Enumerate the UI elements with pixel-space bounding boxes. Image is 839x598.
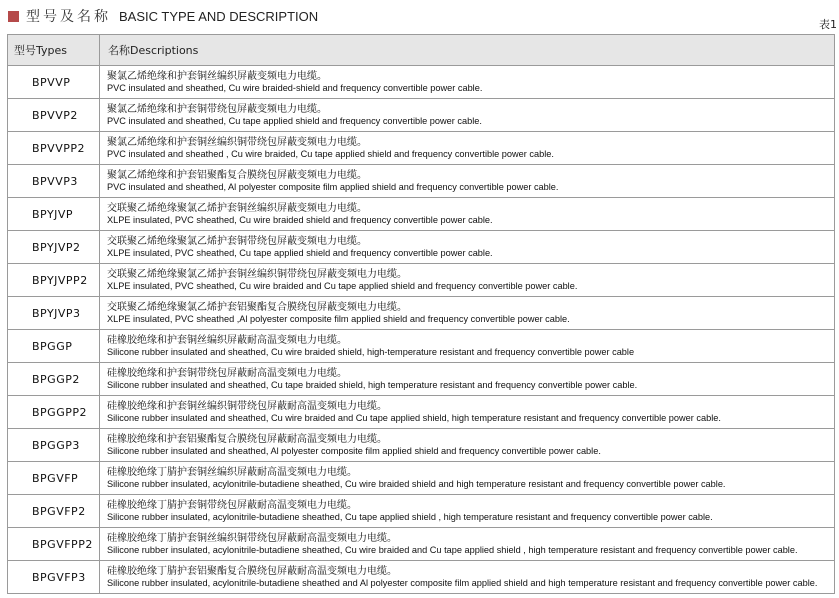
table-row [8,528,835,561]
type-code-cell: BPYJVP3 [8,297,100,330]
type-code-cell: BPVVPP2 [8,132,100,165]
table-row [8,462,835,495]
description-cell [100,462,835,495]
description-en: Silicone rubber insulated, acylonitrile-butadiene sheathed, Cu tape applied shield , high temperature resistant and frequency convertible power cable. [107,511,713,522]
description-cell [100,396,835,429]
description-cell [100,66,835,99]
table-header-row [8,35,835,66]
table-row [8,198,835,231]
description-cn: 硅橡胶绝缘和护套铝聚酯复合膜绕包屏蔽耐高温变频电力电缆。 [107,433,387,445]
description-cell [100,165,835,198]
type-code-cell: BPGGP3 [8,429,100,462]
table-row [8,132,835,165]
description-en: Silicone rubber insulated, acylonitrile-butadiene sheathed and Al polyester composite film applied shield and high temperature resistant and frequency convertible power cable. [107,577,818,588]
description-en: Silicone rubber insulated, acylonitrile-butadiene sheathed, Cu wire braided shield and high temperature resistant and frequency convertible power cable. [107,478,726,489]
description-cn: 聚氯乙烯绝缘和护套铜丝编织屏蔽变频电力电缆。 [107,70,327,82]
description-cell [100,363,835,396]
table-number-label: 表1 [819,18,837,31]
description-en: XLPE insulated, PVC sheathed ,Al polyester composite film applied shield and frequency convertible power cable. [107,313,570,324]
description-cn: 硅橡胶绝缘和护套铜带绕包屏蔽耐高温变频电力电缆。 [107,367,347,379]
table-row [8,429,835,462]
table-row [8,363,835,396]
description-cn: 硅橡胶绝缘丁腈护套铜丝编织屏蔽耐高温变频电力电缆。 [107,466,357,478]
description-en: XLPE insulated, PVC sheathed, Cu tape applied shield and frequency convertible power cable. [107,247,493,258]
description-cell [100,561,835,594]
description-cn: 交联聚乙烯绝缘聚氯乙烯护套铜带绕包屏蔽变频电力电缆。 [107,235,367,247]
description-cell [100,429,835,462]
table-row [8,264,835,297]
type-code-cell: BPYJVP [8,198,100,231]
type-code-cell: BPYJVP2 [8,231,100,264]
table-row [8,297,835,330]
type-description-table [7,34,835,594]
section-title-cn: 型号及名称 [26,9,111,25]
description-en: Silicone rubber insulated and sheathed, Cu wire braided and Cu tape applied shield, high temperature resistant and frequency convertible power cable. [107,412,721,423]
description-en: Silicone rubber insulated and sheathed, Al polyester composite film applied shield and frequency convertible power cable. [107,445,601,456]
table-row [8,231,835,264]
description-en: PVC insulated and sheathed , Cu wire braided, Cu tape applied shield and frequency convertible power cable. [107,148,554,159]
description-en: Silicone rubber insulated and sheathed, Cu wire braided shield, high-temperature resistant and frequency convertible power cable [107,346,635,357]
description-cn: 硅橡胶绝缘丁腈护套铜带绕包屏蔽耐高温变频电力电缆。 [107,499,357,511]
section-title-en: BASIC TYPE AND DESCRIPTION [119,8,319,24]
description-cn: 聚氯乙烯绝缘和护套铜丝编织铜带绕包屏蔽变频电力电缆。 [107,136,367,148]
description-cn: 聚氯乙烯绝缘和护套铝聚酯复合膜绕包屏蔽变频电力电缆。 [107,169,367,181]
table-row [8,396,835,429]
type-code-cell: BPVVP3 [8,165,100,198]
description-cell [100,132,835,165]
description-cell [100,528,835,561]
column-header-types: 型号Types [8,35,100,66]
table-row [8,495,835,528]
description-cell [100,297,835,330]
column-header-descriptions: 名称Descriptions [100,35,835,66]
description-en: PVC insulated and sheathed, Cu tape applied shield and frequency convertible power cable. [107,115,482,126]
description-en: Silicone rubber insulated and sheathed, Cu tape braided shield, high temperature resistant and frequency convertible power cable. [107,379,638,390]
description-en: XLPE insulated, PVC sheathed, Cu wire braided and Cu tape applied shield and frequency convertible power cable. [107,280,578,291]
description-cn: 交联聚乙烯绝缘聚氯乙烯护套铝聚酯复合膜绕包屏蔽变频电力电缆。 [107,301,407,313]
type-code-cell: BPVVP [8,66,100,99]
section-header [8,6,318,26]
description-cn: 硅橡胶绝缘和护套铜丝编织屏蔽耐高温变频电力电缆。 [107,334,347,346]
description-en: XLPE insulated, PVC sheathed, Cu wire braided shield and frequency convertible power cable. [107,214,493,225]
table-row [8,66,835,99]
table-row [8,99,835,132]
type-code-cell: BPGVFP3 [8,561,100,594]
description-cell [100,231,835,264]
description-en: Silicone rubber insulated, acylonitrile-butadiene sheathed, Cu wire braided and Cu tape applied shield , high temperature resistant and frequency convertible power cable. [107,544,798,555]
description-cell [100,198,835,231]
type-code-cell: BPGGP [8,330,100,363]
type-code-cell: BPGVFPP2 [8,528,100,561]
type-code-cell: BPGGP2 [8,363,100,396]
description-cell [100,264,835,297]
description-cn: 聚氯乙烯绝缘和护套铜带绕包屏蔽变频电力电缆。 [107,103,327,115]
table-row [8,165,835,198]
type-code-cell: BPYJVPP2 [8,264,100,297]
description-en: PVC insulated and sheathed, Cu wire braided-shield and frequency convertible power cable. [107,82,483,93]
description-cn: 硅橡胶绝缘和护套铜丝编织铜带绕包屏蔽耐高温变频电力电缆。 [107,400,387,412]
description-cell [100,330,835,363]
description-cn: 硅橡胶绝缘丁腈护套铜丝编织铜带绕包屏蔽耐高温变频电力电缆。 [107,532,397,544]
description-cn: 交联聚乙烯绝缘聚氯乙烯护套铜丝编织屏蔽变频电力电缆。 [107,202,367,214]
table-row [8,561,835,594]
square-bullet-icon [8,11,19,22]
description-cn: 硅橡胶绝缘丁腈护套铝聚酯复合膜绕包屏蔽耐高温变频电力电缆。 [107,565,397,577]
type-code-cell: BPGGPP2 [8,396,100,429]
type-code-cell: BPVVP2 [8,99,100,132]
description-cell [100,495,835,528]
description-cell [100,99,835,132]
table-row [8,330,835,363]
description-cn: 交联聚乙烯绝缘聚氯乙烯护套铜丝编织铜带绕包屏蔽变频电力电缆。 [107,268,407,280]
description-en: PVC insulated and sheathed, Al polyester composite film applied shield and frequency convertible power cable. [107,181,559,192]
type-code-cell: BPGVFP [8,462,100,495]
type-code-cell: BPGVFP2 [8,495,100,528]
